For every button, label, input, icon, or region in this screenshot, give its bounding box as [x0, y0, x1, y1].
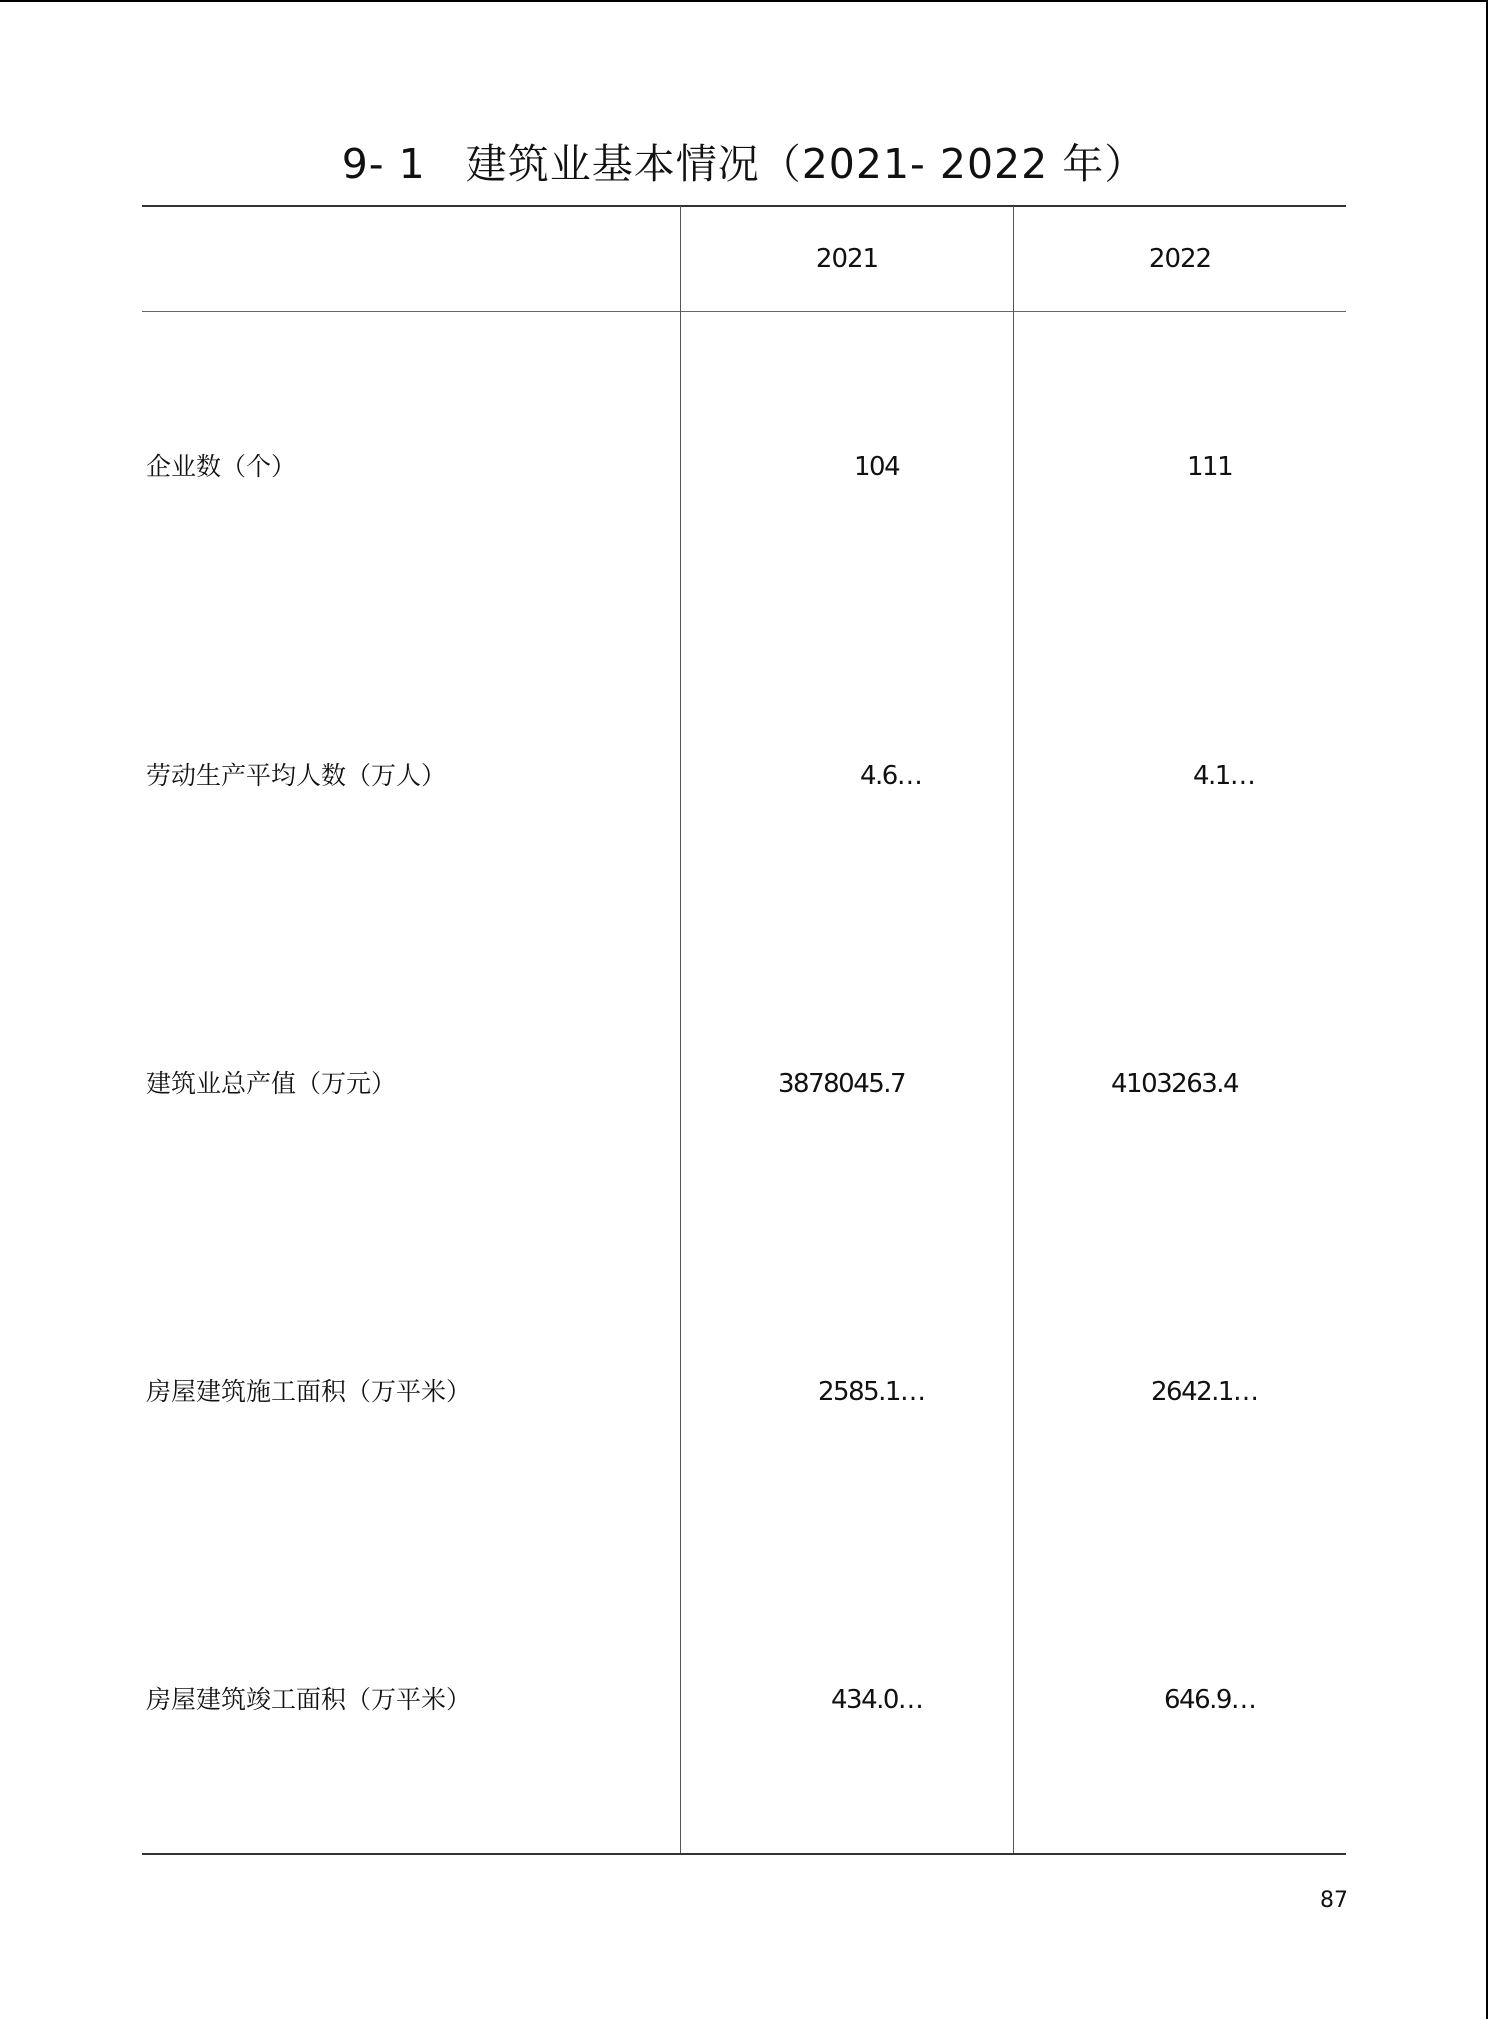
page-title	[142, 132, 1346, 196]
page-top-border	[0, 0, 1488, 2]
cell-completed-area-2022: 646.9…	[1164, 1685, 1256, 1715]
page-number: 87	[1320, 1888, 1348, 1913]
table-header-rule	[142, 311, 1346, 312]
row-label-average-workers: 劳动生产平均人数（万人）	[146, 761, 447, 790]
cell-average-workers-2022: 4.1…	[1193, 761, 1255, 791]
statistics-table	[142, 205, 1346, 1855]
column-header-2021: 2021	[815, 244, 879, 274]
row-label-construction-area: 房屋建筑施工面积（万平米）	[146, 1377, 472, 1406]
cell-construction-area-2022: 2642.1…	[1151, 1377, 1258, 1407]
row-label-completed-area: 房屋建筑竣工面积（万平米）	[146, 1685, 472, 1714]
cell-gross-output-2022: 4103263.4	[1111, 1069, 1239, 1099]
cell-enterprise-count-2022: 111	[1187, 452, 1233, 482]
column-divider-2	[1013, 206, 1014, 1853]
table-number: 9- 1	[341, 140, 426, 188]
cell-enterprise-count-2021: 104	[854, 452, 900, 482]
column-divider-1	[680, 206, 681, 1853]
cell-construction-area-2021: 2585.1…	[818, 1377, 925, 1407]
column-header-2022: 2022	[1148, 244, 1212, 274]
cell-completed-area-2021: 434.0…	[831, 1685, 923, 1715]
cell-gross-output-2021: 3878045.7	[778, 1069, 906, 1099]
table-bottom-rule	[142, 1853, 1346, 1855]
cell-average-workers-2021: 4.6…	[860, 761, 922, 791]
row-label-gross-output: 建筑业总产值（万元）	[146, 1069, 397, 1098]
row-label-enterprise-count: 企业数（个）	[146, 452, 297, 481]
table-title-text: 建筑业基本情况（2021- 2022 年）	[465, 140, 1147, 188]
